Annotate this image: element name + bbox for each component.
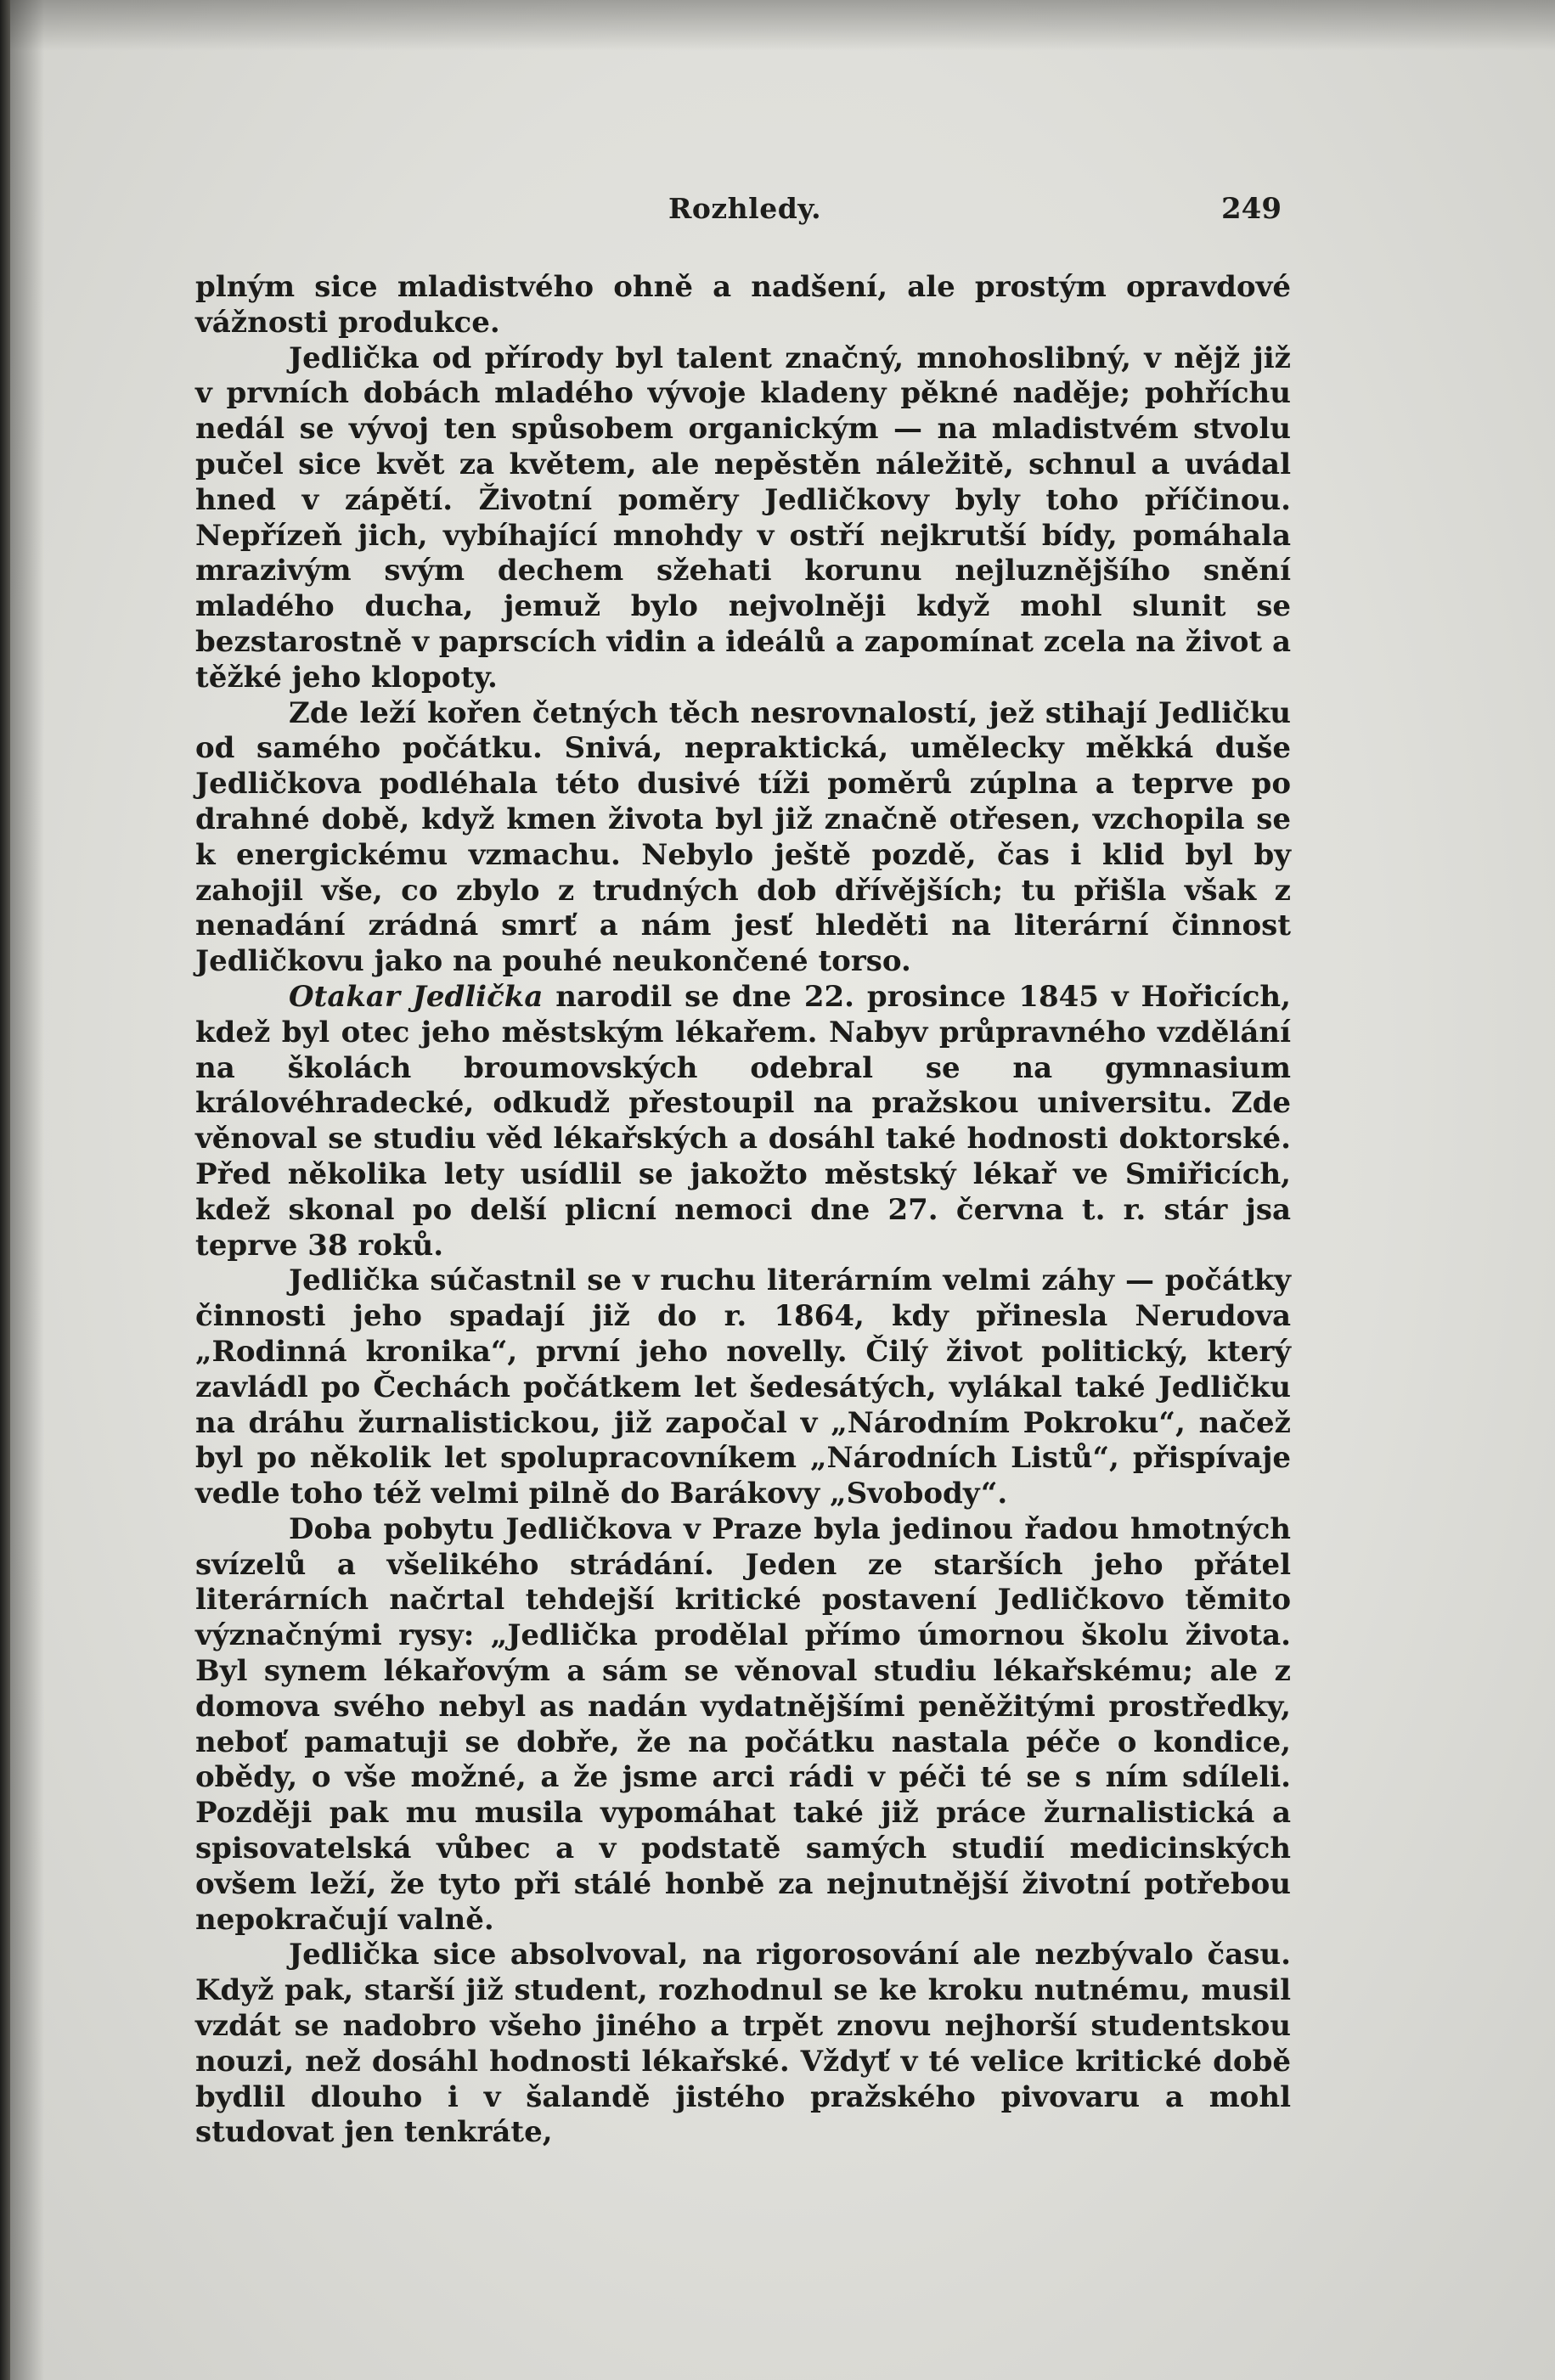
paragraph-2: Jedlička od přírody byl talent značný, mnohoslibný, v nějž již v prvních dobách mladého vývoje kladeny pěkné naděje; pohříchu nedál se vývoj ten spůsobem organickým — na mladistvém stvolu pučel sice květ za květem, ale nepěstěn náležitě, schnul a uvádal hned v zápětí. Životní poměry Jedličkovy byly toho příčinou. Nepřízeň jich, vybíhající mnohdy v ostří nejkrutší bídy, pomáhala mrazivým svým dechem sžehati korunu nejluznějšího snění mladého ducha, jemuž bylo nejvolněji když mohl slunit se bezstarostně v paprscích vidin a ideálů a zapomínat zcela na život a těžké jeho klopoty. (195, 340, 1292, 695)
paragraph-7: Jedlička sice absolvoval, na rigorosování ale nezbývalo času. Když pak, starší již student, rozhodnul se ke kroku nutnému, musil vzdát se nadobro všeho jiného a trpět znovu nejhorší studentskou nouzi, než dosáhl hodnosti lékařské. Vždyť v té velice kritické době bydlil dlouho i v šalandě jistého pražského pivovaru a mohl studovat jen tenkráte, (195, 1938, 1291, 2150)
paragraph-1: plným sice mladistvého ohně a nadšení, ale prostým opravdové vážnosti produkce. (195, 270, 1291, 340)
body-text (195, 270, 1291, 2151)
page-number: 249 (1221, 192, 1282, 226)
paragraph-3: Zde leží kořen četných těch nesrovnalostí, jež stihají Jedličku od samého počátku. Snivá, nepraktická, umělecky měkká duše Jedličkova podléhala této dusivé tíži poměrů zúplna a teprve po drahné době, když kmen života byl již značně otřesen, vzchopila se k energickému vzmachu. Nebylo ještě pozdě, čas i klid byl by zahojil vše, co zbylo z trudných dob dřívějších; tu přišla však z nenadání zrádná smrť a nám jesť hleděti na literární činnost Jedličkovu jako na pouhé neukončené torso. (195, 695, 1291, 979)
paragraph-4 (195, 980, 1291, 1263)
author-name: Otakar Jedlička (289, 979, 544, 1014)
paragraph-4-text: narodil se dne 22. prosince 1845 v Hořicích, kdež byl otec jeho městským lékařem. Nabyv průpravného vzdělání na školách broumovských odebral se na gymnasium královéhradecké, odkudž přestoupil na pražskou universitu. Zde věnoval se studiu věd lékařských a dosáhl také hodnosti doktorské. Před několika lety usídlil se jakožto městský lékař ve Smiřicích, kdež skonal po delší plicní nemoci dne 27. června t. r. stár jsa teprve 38 roků. (195, 979, 1291, 1263)
book-page (10, 0, 1555, 2380)
running-head: Rozhledy. (668, 192, 822, 225)
paragraph-5: Jedlička súčastnil se v ruchu literárním velmi záhy — počátky činnosti jeho spadají již do r. 1864, kdy přinesla Nerudova „Rodinná kronika“, první jeho novelly. Čilý život politický, který zavládl po Čechách počátkem let šedesátých, vylákal také Jedličku na dráhu žurnalistickou, již započal v „Národním Pokroku“, načež byl po několik let spolupracovníkem „Národních Listů“, přispívaje vedle toho též velmi pilně do Barákovy „Svobody“. (195, 1263, 1291, 1511)
paragraph-6: Doba pobytu Jedličkova v Praze byla jedinou řadou hmotných svízelů a všelikého strádání. Jeden ze starších jeho přátel literárních načrtal tehdejší kritické postavení Jedličkovo těmito význačnými rysy: „Jedlička prodělal přímo úmornou školu života. Byl synem lékařovým a sám se věnoval studiu lékařskému; ale z domova svého nebyl as nadán vydatnějšími peněžitými prostředky, neboť pamatuji se dobře, že na počátku nastala péče o kondice, obědy, o vše možné, a že jsme arci rádi v péči té se s ním sdíleli. Později pak mu musila vypomáhat také již práce žurnalistická a spisovatelská vůbec a v podstatě samých studií medicinských ovšem leží, že tyto při stálé honbě za nejnutnější životní potřebou nepokračují valně. (195, 1511, 1291, 1937)
scan-edge (0, 0, 10, 2380)
